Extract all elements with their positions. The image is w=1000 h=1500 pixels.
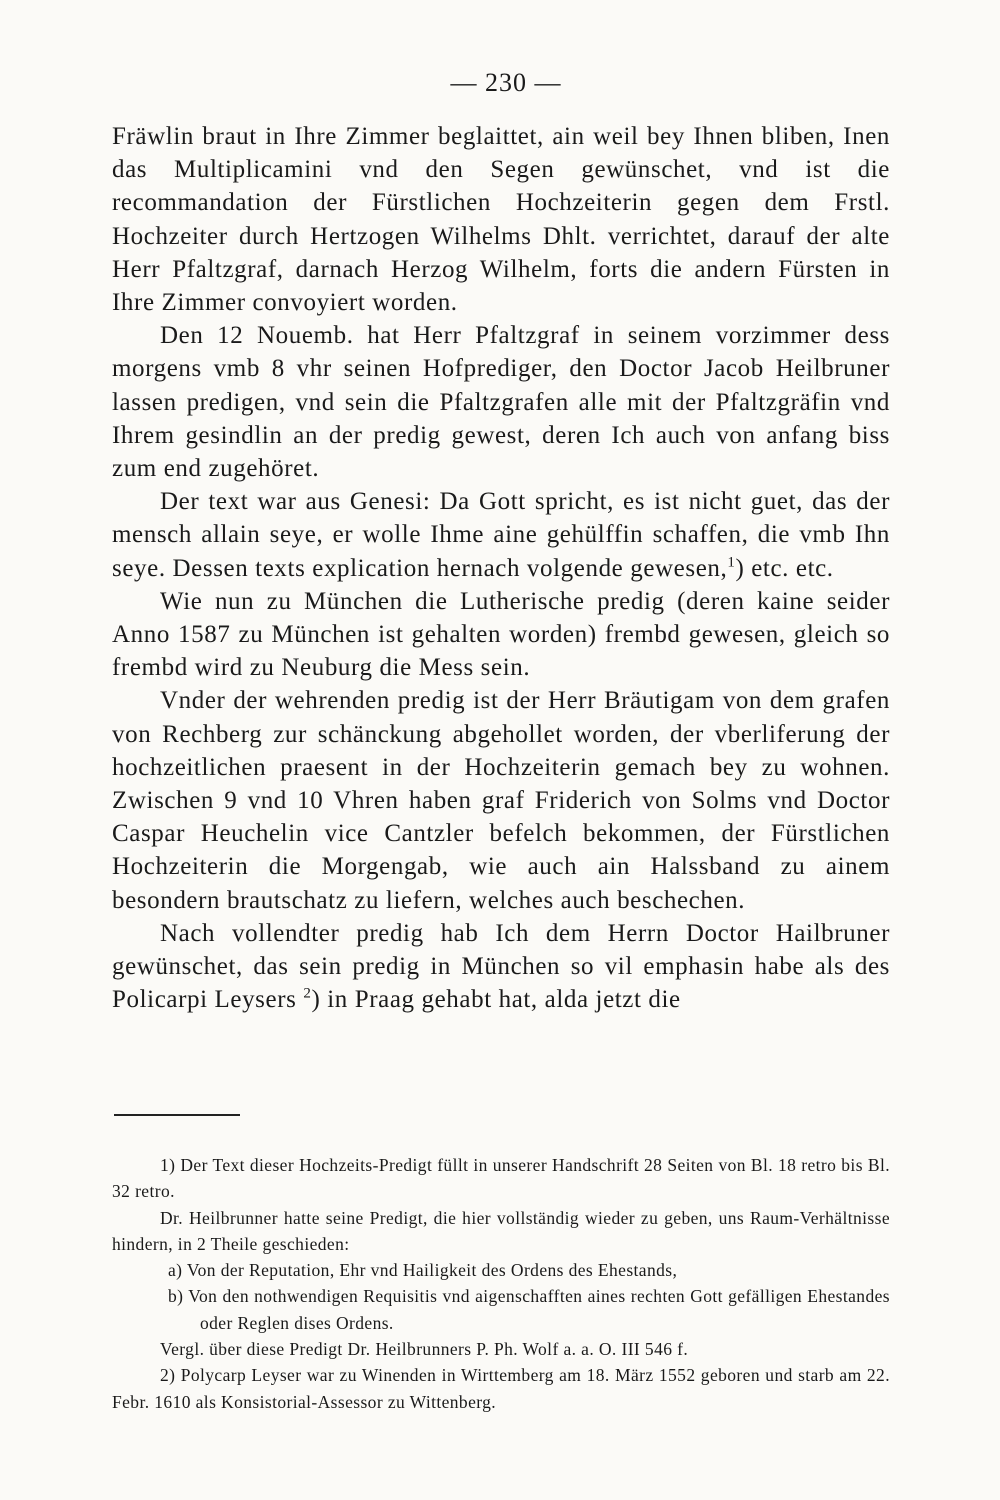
footnote-1-item-b: b) Von den nothwendigen Requisitis vnd aigenschafften aines rechten Gott gefälligen Ehestandes oder Reglen dises Ordens. <box>168 1286 890 1333</box>
paragraph-1: Fräwlin braut in Ihre Zimmer beglaittet, ain weil bey Ihnen bliben, Inen das Multiplicamini vnd den Segen gewünschet, vnd ist die recommandation der Fürstlichen Hochzeiterin gegen dem Frstl. Hochzeiter durch Hertzogen Wilhelms Dhlt. verrichtet, darauf der alte Herr Pfaltzgraf, darnach Herzog Wilhelm, forts die andern Fürsten in Ihre Zimmer convoyiert worden. <box>112 123 890 317</box>
footnote-mark-1: 1 <box>727 554 736 571</box>
footnotes <box>112 1152 890 1415</box>
paragraph-4: Wie nun zu München die Lutherische predig (deren kaine seider Anno 1587 zu München ist gehalten worden) frembd gewesen, gleich so frembd wird zu Neuburg die Mess sein. <box>112 587 890 682</box>
footnote-mark-2: 2 <box>303 985 312 1002</box>
paragraph-5: Vnder der wehrenden predig ist der Herr Bräutigam von dem grafen von Rechberg zur schänckung abgehollet worden, der vberliferung der hochzeitlichen praesent in der Hochzeiterin gemach bey zu wohnen. Zwischen 9 vnd 10 Vhren haben graf Friderich von Solms vnd Doctor Caspar Heuchelin vice Cantzler befelch bekommen, der Fürstlichen Hochzeiterin die Morgengab, wie auch ain Halssband zu ainem besondern brautschatz zu liefern, welches auch beschechen. <box>112 687 890 914</box>
footnote-mark-1-tail: ) etc. etc. <box>735 554 834 582</box>
page <box>112 66 890 1016</box>
paragraph-2: Den 12 Nouemb. hat Herr Pfaltzgraf in seinem vorzimmer dess morgens vmb 8 vhr seinen Hofprediger, den Doctor Jacob Heilbruner lassen predigen, vnd sein die Pfaltzgrafen alle mit der Pfaltzgräfin vnd Ihrem gesindlin an der predig gewest, deren Ich auch von anfang biss zum end zugehöret. <box>112 322 890 483</box>
paragraph-6-text: Nach vollendter predig hab Ich dem Herrn Doctor Hailbruner gewünschet, das sein predig in München so vil emphasin habe als des Policarpi Leysers <box>112 919 890 1014</box>
paragraph-3-text: Der text war aus Genesi: Da Gott spricht, es ist nicht guet, das der mensch allain seye, er wolle Ihme aine gehülffin schaffen, die vmb Ihn seye. Dessen texts explication hernach volgende gewesen, <box>112 488 890 582</box>
paragraph-6 <box>112 917 890 1017</box>
footnote-2: 2) Polycarp Leyser war zu Winenden in Wirttemberg am 18. März 1552 geboren und starb am 22. Febr. 1610 als Konsistorial-Assessor zu Wittenberg. <box>112 1365 890 1412</box>
body-text <box>112 120 890 1016</box>
footnote-1-item-a: a) Von der Reputation, Ehr vnd Hailigkeit des Ordens des Ehestands, <box>168 1260 678 1281</box>
footnote-1-reference: Vergl. über diese Predigt Dr. Heilbrunners P. Ph. Wolf a. a. O. III 546 f. <box>160 1339 689 1360</box>
page-number: — 230 — <box>450 68 562 97</box>
footnote-mark-2-tail: ) <box>311 986 321 1014</box>
footnote-1: 1) Der Text dieser Hochzeits-Predigt füllt in unserer Handschrift 28 Seiten von Bl. 18 retro bis Bl. 32 retro. <box>112 1155 890 1202</box>
paragraph-6-end: in Praag gehabt hat, alda jetzt die <box>327 986 681 1014</box>
footnote-separator <box>114 1114 240 1116</box>
footnote-1-note: Dr. Heilbrunner hatte seine Predigt, die hier vollständig wieder zu geben, uns Raum-Verhältnisse hindern, in 2 Theile geschieden: <box>112 1207 890 1254</box>
paragraph-3 <box>112 485 890 585</box>
